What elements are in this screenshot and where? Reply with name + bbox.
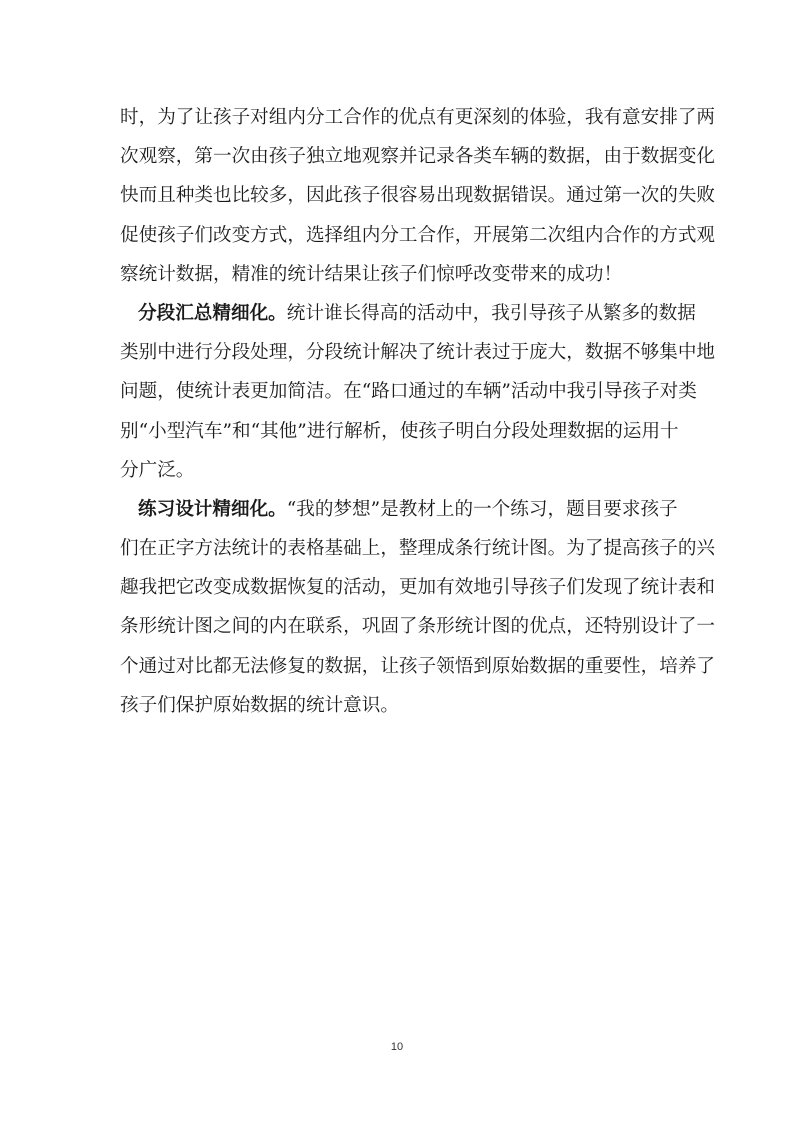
paragraph-segment-summary xyxy=(120,294,716,490)
paragraph-continuation xyxy=(120,98,716,294)
paragraph-line: 个通过对比都无法修复的数据，让孩子领悟到原始数据的重要性，培养了 xyxy=(120,655,716,677)
paragraph-heading: 练习设计精细化。 xyxy=(138,498,287,520)
paragraph-line: 促使孩子们改变方式，选择组内分工合作，开展第二次组内合作的方式观 xyxy=(120,224,716,246)
paragraph-line-text: 统计谁长得高的活动中，我引导孩子从繁多的数据 xyxy=(286,302,696,324)
paragraph-line: 问题，使统计表更加简洁。在“路口通过的车辆”活动中我引导孩子对类 xyxy=(120,381,697,403)
paragraph-line: 快而且种类也比较多，因此孩子很容易出现数据错误。通过第一次的失败 xyxy=(120,185,716,207)
paragraph-line: 察统计数据，精准的统计结果让孩子们惊呼改变带来的成功！ xyxy=(120,263,623,285)
paragraph-line: 孩子们保护原始数据的统计意识。 xyxy=(120,694,399,716)
paragraph-line: 条形统计图之间的内在联系，巩固了条形统计图的优点，还特别设计了一 xyxy=(120,616,716,638)
paragraph-line: 次观察，第一次由孩子独立地观察并记录各类车辆的数据，由于数据变化 xyxy=(120,146,716,168)
paragraph-line: 别“小型汽车”和“其他”进行解析，使孩子明白分段处理数据的运用十 xyxy=(120,420,679,442)
paragraph-first-line xyxy=(120,294,695,333)
paragraph-line: 们在正字方法统计的表格基础上，整理成条行统计图。为了提高孩子的兴 xyxy=(120,538,716,560)
paragraph-first-line xyxy=(120,490,695,529)
paragraph-exercise-design xyxy=(120,490,716,725)
paragraph-heading: 分段汇总精细化。 xyxy=(138,302,287,324)
body-text xyxy=(120,98,716,725)
paragraph-line: 时，为了让孩子对组内分工合作的优点有更深刻的体验，我有意安排了两 xyxy=(120,107,716,128)
page-number: 10 xyxy=(390,1041,404,1053)
paragraph-line-text: “我的梦想”是教材上的一个练习，题目要求孩子 xyxy=(286,498,678,520)
paragraph-line: 趣我把它改变成数据恢复的活动，更加有效地引导孩子们发现了统计表和 xyxy=(120,577,716,599)
paragraph-line: 分广泛。 xyxy=(120,459,195,481)
paragraph-line: 类别中进行分段处理，分段统计解决了统计表过于庞大，数据不够集中地 xyxy=(120,342,716,364)
